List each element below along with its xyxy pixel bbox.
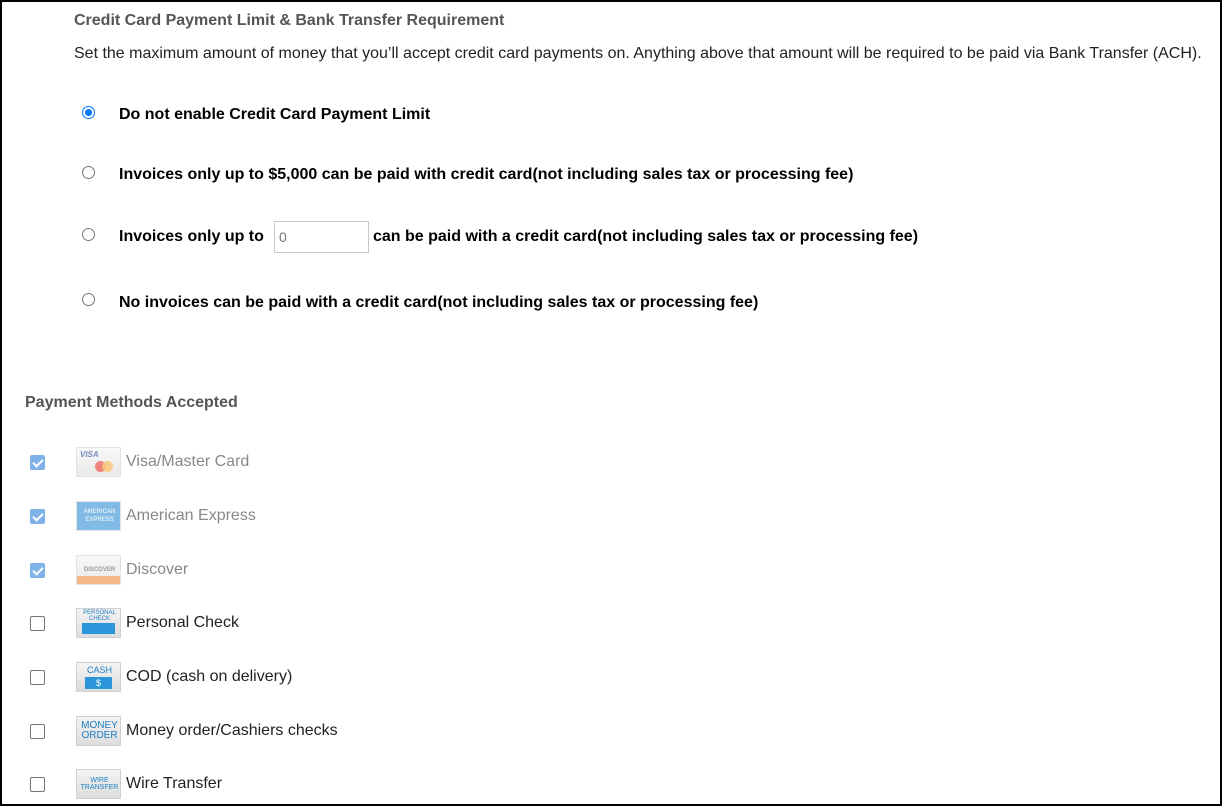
- visa-mastercard-icon: [76, 447, 121, 477]
- radio-no-limit-label[interactable]: Do not enable Credit Card Payment Limit: [119, 106, 431, 123]
- radio-limit-5000-label[interactable]: Invoices only up to $5,000 can be paid with credit card(not including sales tax or processing fee): [119, 166, 854, 183]
- payment-method-amex: [2, 501, 602, 535]
- discover-checkbox[interactable]: [30, 563, 45, 578]
- wire-transfer-icon: [76, 769, 121, 799]
- payment-method-cod: [2, 662, 602, 696]
- radio-no-limit[interactable]: [82, 106, 95, 119]
- amex-label: American Express: [126, 507, 256, 524]
- money-order-checkbox[interactable]: [30, 724, 45, 739]
- amex-icon: [76, 501, 121, 531]
- payment-method-visa: [2, 447, 602, 481]
- cod-checkbox[interactable]: [30, 670, 45, 685]
- cash-icon: [76, 662, 121, 692]
- radio-no-credit-card-label[interactable]: No invoices can be paid with a credit card(not including sales tax or processing fee): [119, 294, 759, 311]
- money-order-icon-text: MONEY ORDER: [81, 720, 118, 741]
- amex-checkbox[interactable]: [30, 509, 45, 524]
- money-order-icon: [76, 716, 121, 746]
- wire-transfer-checkbox[interactable]: [30, 777, 45, 792]
- cash-icon-text: CASH: [86, 665, 112, 675]
- discover-label: Discover: [126, 561, 189, 578]
- radio-limit-5000[interactable]: [82, 166, 95, 179]
- radio-custom-limit-label-after[interactable]: can be paid with a credit card(not including sales tax or processing fee): [373, 228, 919, 245]
- payment-methods-title: Payment Methods Accepted: [25, 394, 238, 411]
- dollar-icon: $: [85, 677, 112, 689]
- personal-check-checkbox[interactable]: [30, 616, 45, 631]
- payment-method-money-order: [2, 716, 602, 750]
- radio-custom-limit[interactable]: [82, 228, 95, 241]
- visa-checkbox[interactable]: [30, 455, 45, 470]
- check-graphic: [82, 623, 115, 634]
- radio-custom-limit-label-before[interactable]: Invoices only up to: [119, 228, 264, 245]
- visa-icon-text: VISA: [80, 450, 99, 459]
- money-order-label: Money order/Cashiers checks: [126, 722, 338, 739]
- payment-method-discover: [2, 555, 602, 589]
- cod-label: COD (cash on delivery): [126, 668, 293, 685]
- wire-transfer-label: Wire Transfer: [126, 775, 223, 792]
- personal-check-label: Personal Check: [126, 614, 239, 631]
- amex-icon-text: AMERICAN EXPRESS: [83, 509, 116, 523]
- radio-no-credit-card[interactable]: [82, 293, 95, 306]
- wire-transfer-icon-text: WIRE TRANSFER: [80, 777, 119, 791]
- personal-check-icon-text: PERSONAL CHECK: [83, 610, 116, 622]
- visa-label: Visa/Master Card: [126, 453, 250, 470]
- mastercard-orange-circle: [102, 461, 113, 472]
- discover-orange-stripe: [77, 576, 120, 584]
- credit-limit-description: Set the maximum amount of money that you’ll accept credit card payments on. Anything above that amount will be required to be paid via Bank Transfer (ACH).: [74, 45, 1202, 62]
- payment-method-personal-check: [2, 608, 602, 642]
- discover-icon: [76, 555, 121, 585]
- discover-icon-text: DISCOVER: [83, 567, 116, 573]
- personal-check-icon: [76, 608, 121, 638]
- credit-limit-title: Credit Card Payment Limit & Bank Transfer Requirement: [74, 12, 505, 29]
- payment-method-wire-transfer: [2, 769, 602, 803]
- custom-limit-input[interactable]: [274, 221, 369, 253]
